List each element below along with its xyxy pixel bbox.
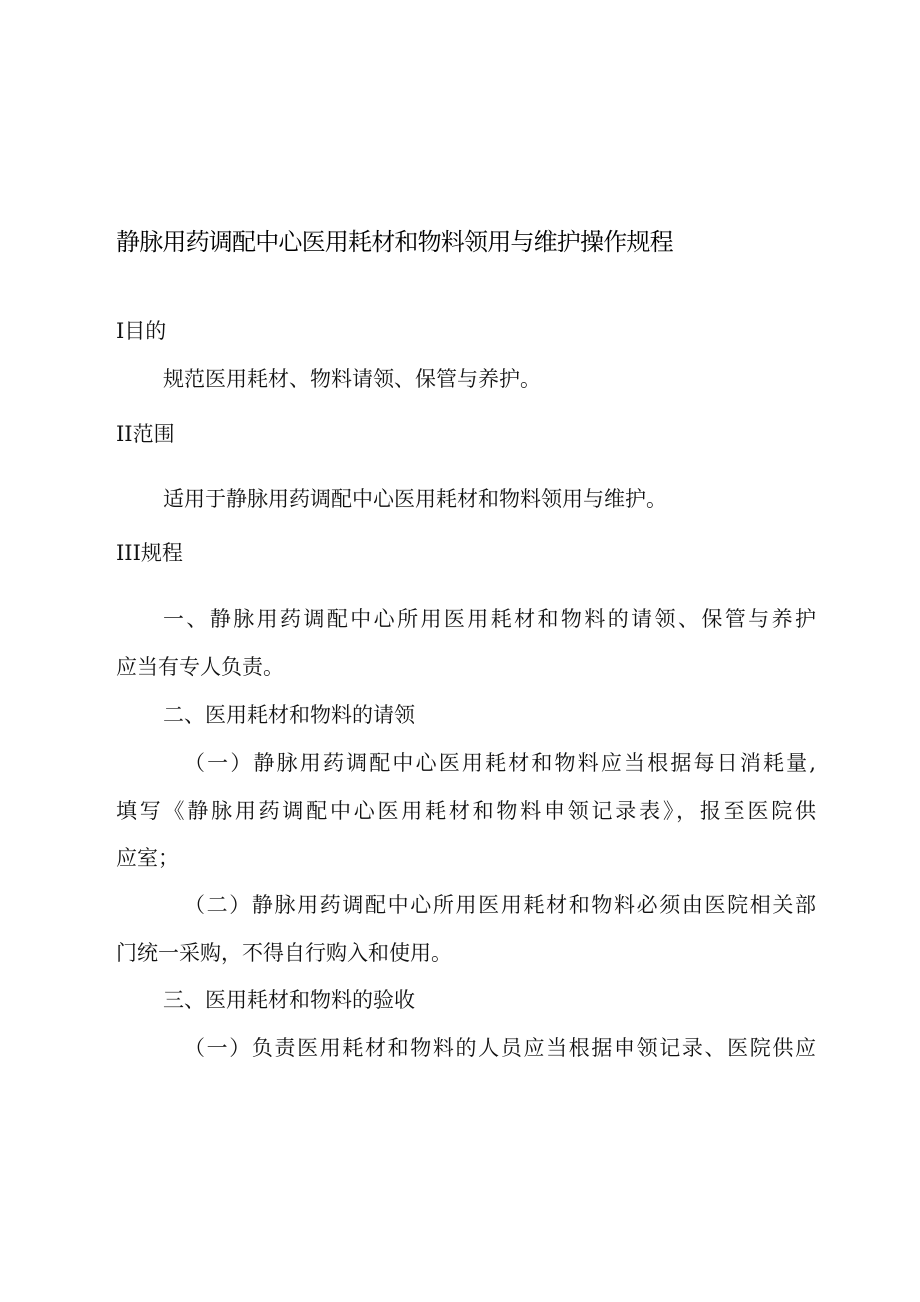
- procedure-heading: III规程: [116, 541, 183, 565]
- scope-heading: II范围: [116, 422, 175, 446]
- paragraph-2-2-line-1: （二）静脉用药调配中心所用医用耗材和物料必须由医院相关部: [184, 893, 816, 917]
- purpose-text: 规范医用耗材、物料请领、保管与养护。: [163, 367, 541, 391]
- purpose-heading: I目的: [116, 319, 167, 343]
- paragraph-1-line-1: 一、静脉用药调配中心所用医用耗材和物料的请领、保管与养护: [163, 607, 816, 631]
- paragraph-3-1-line-1: （一）负责医用耗材和物料的人员应当根据申领记录、医院供应: [184, 1036, 816, 1060]
- section-3-heading: 三、医用耗材和物料的验收: [163, 988, 415, 1012]
- document-title: 静脉用药调配中心医用耗材和物料领用与维护操作规程: [116, 228, 673, 256]
- scope-text: 适用于静脉用药调配中心医用耗材和物料领用与维护。: [163, 487, 667, 511]
- paragraph-2-1-line-2: 填写《静脉用药调配中心医用耗材和物料申领记录表》，报至医院供: [116, 799, 816, 823]
- paragraph-2-2-line-2: 门统一采购，不得自行购入和使用。: [116, 941, 452, 965]
- section-2-heading: 二、医用耗材和物料的请领: [163, 703, 415, 727]
- paragraph-1-line-2: 应当有专人负责。: [116, 655, 284, 679]
- paragraph-2-1-line-3: 应室；: [116, 846, 179, 870]
- paragraph-2-1-line-1: （一）静脉用药调配中心医用耗材和物料应当根据每日消耗量,: [184, 751, 816, 775]
